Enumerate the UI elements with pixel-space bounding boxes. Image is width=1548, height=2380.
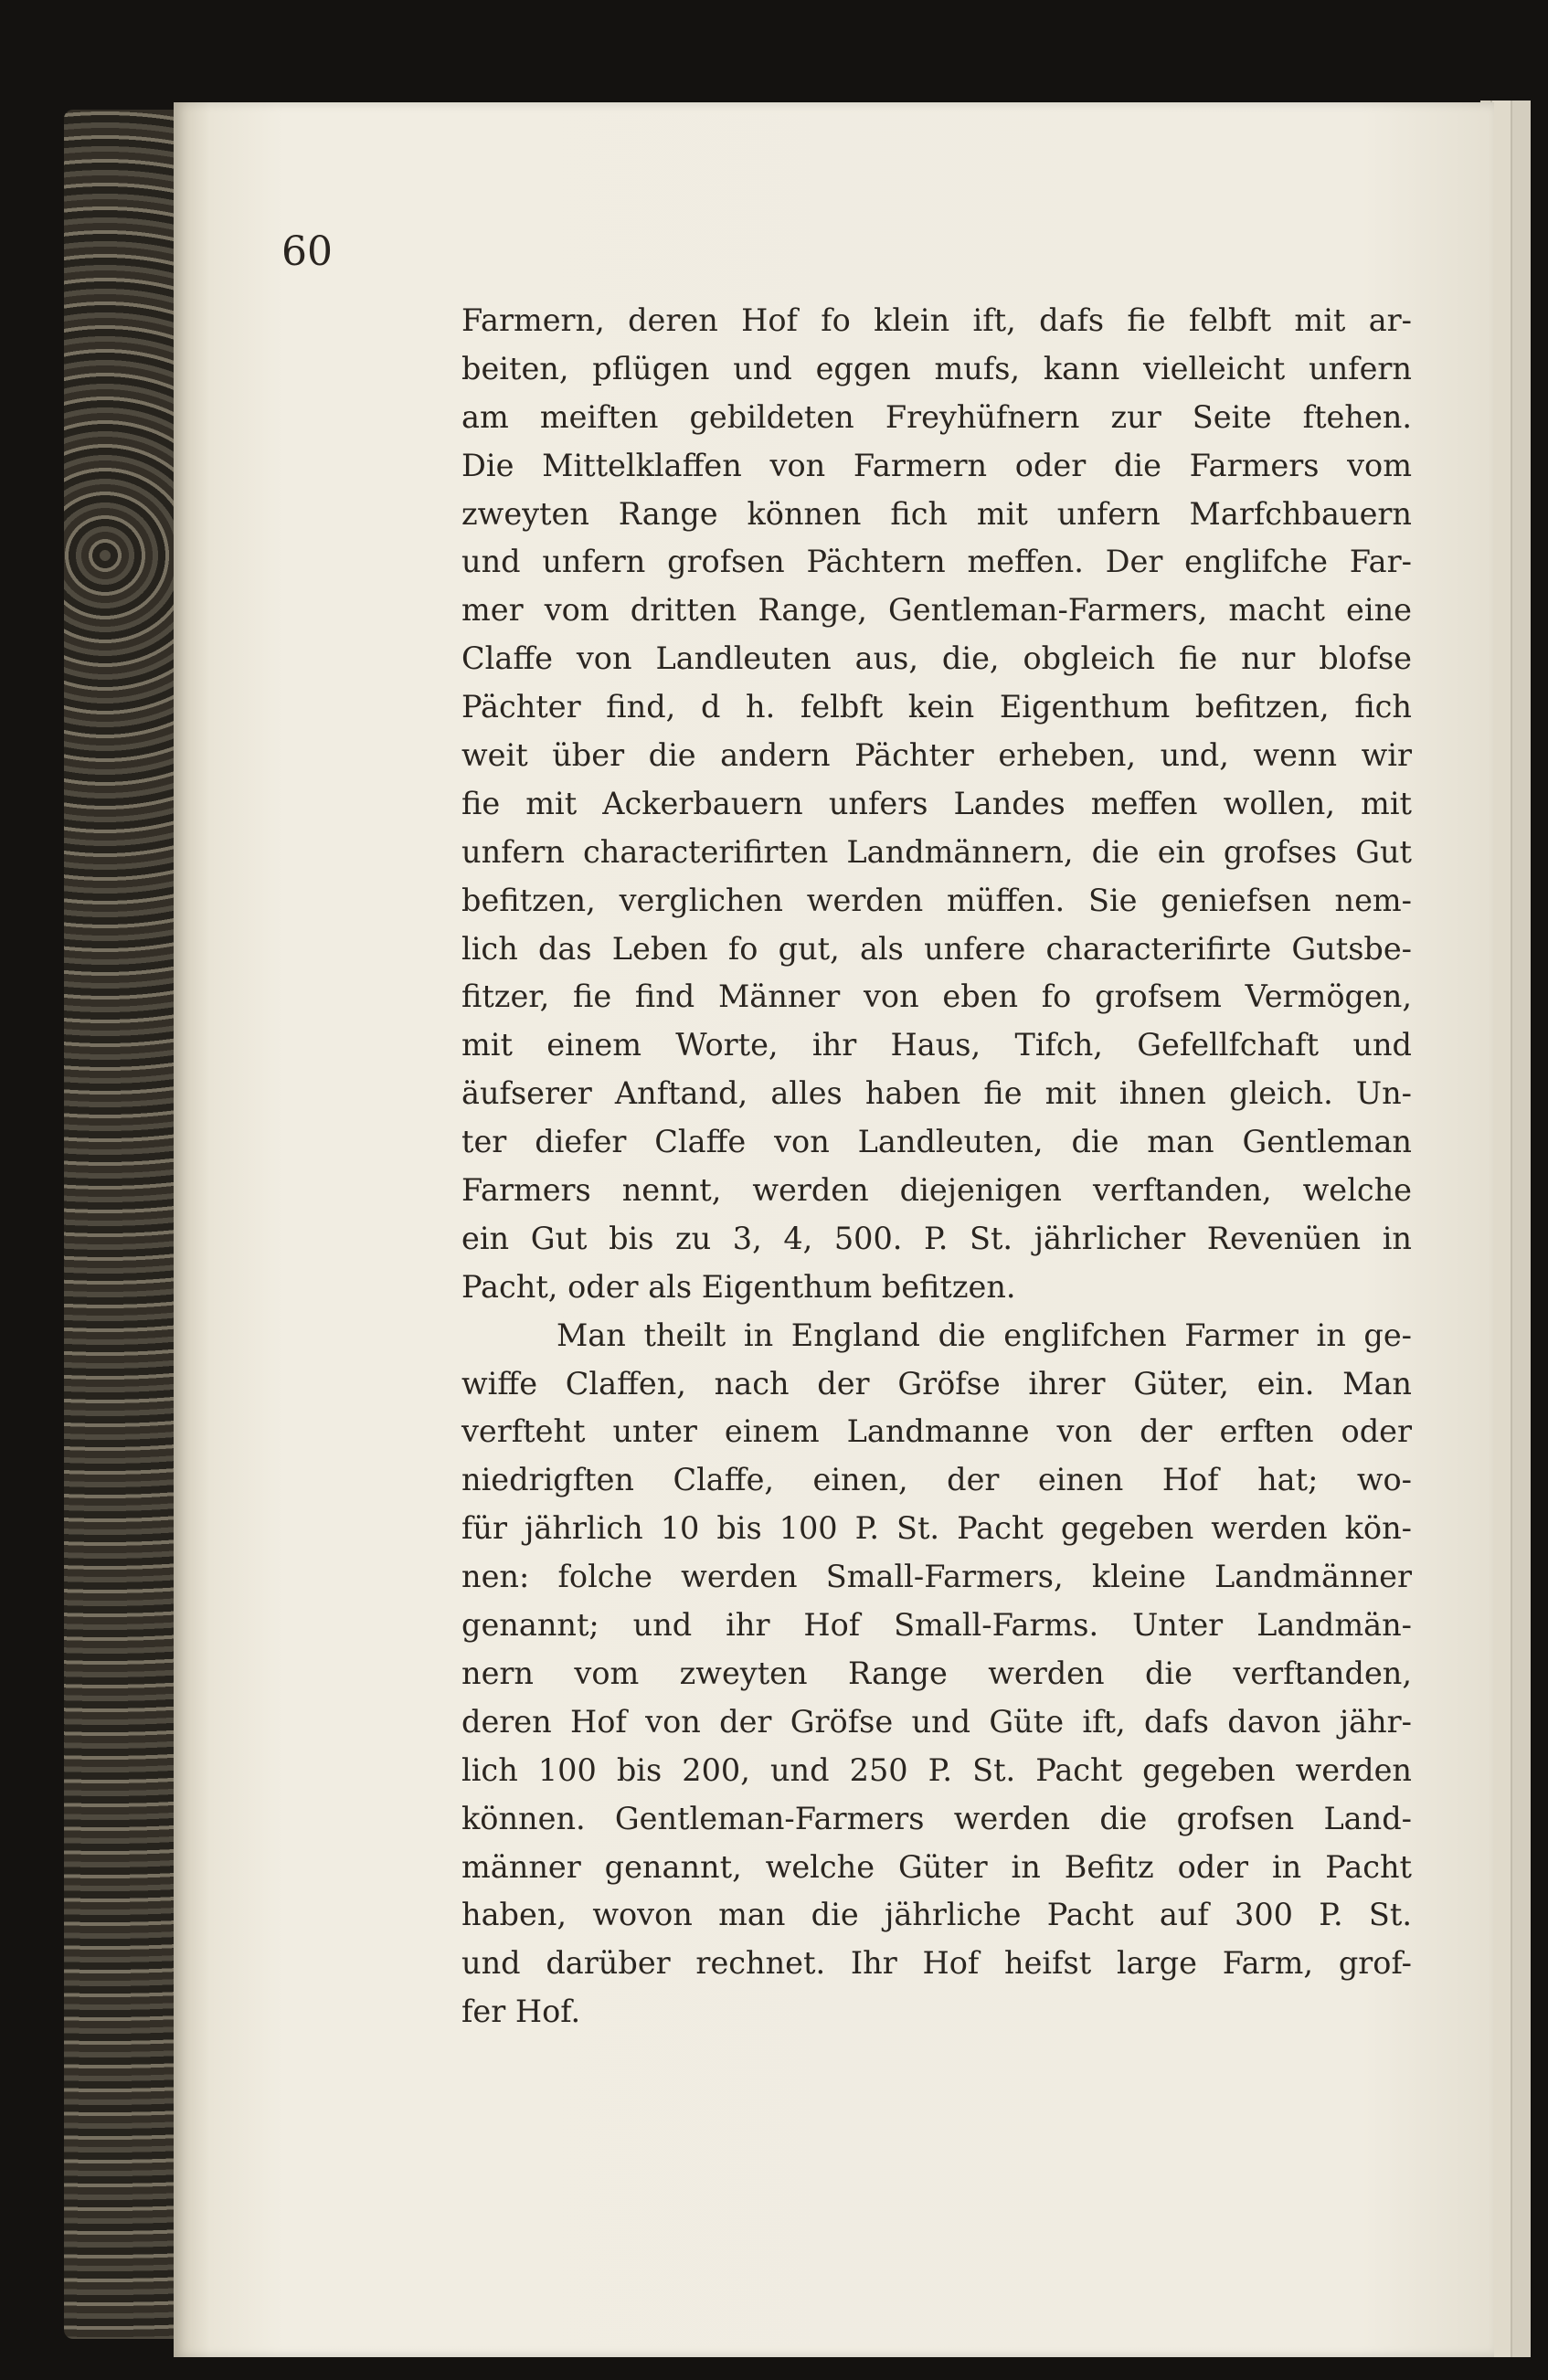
text-line: befitzen, verglichen werden müffen. Sie geniefsen nem- xyxy=(461,882,1412,918)
text-line: Man theilt in England die englifchen Farmer in ge- xyxy=(557,1317,1412,1353)
text-line: Claffe von Landleuten aus, die, obgleich fie nur blofse xyxy=(461,640,1412,677)
text-line: genannt; und ihr Hof Small-Farms. Unter Landmän- xyxy=(461,1607,1412,1644)
text-line: ter diefer Claffe von Landleuten, die man Gentleman xyxy=(461,1124,1412,1160)
text-line: Die Mittelklaffen von Farmern oder die Farmers vom xyxy=(461,447,1412,483)
text-line: für jährlich 10 bis 100 P. St. Pacht gegeben werden kön- xyxy=(461,1510,1412,1547)
text-line: lich 100 bis 200, und 250 P. St. Pacht gegeben werden xyxy=(461,1751,1412,1788)
text-line: nen: folche werden Small-Farmers, kleine Landmänner xyxy=(461,1559,1412,1595)
paragraph-2 xyxy=(461,1312,1412,2036)
text-line: und unfern grofsen Pächtern meffen. Der englifche Far- xyxy=(461,544,1412,580)
text-line: Farmern, deren Hof fo klein ift, dafs fie felbft mit ar- xyxy=(461,302,1412,338)
text-line: wiffe Claffen, nach der Gröfse ihrer Güter, ein. Man xyxy=(461,1365,1412,1402)
text-line: niedrigften Claffe, einen, der einen Hof hat; wo- xyxy=(461,1462,1412,1498)
text-line: fitzer, fie find Männer von eben fo grofsem Vermögen, xyxy=(461,978,1412,1015)
text-line: haben, wovon man die jährliche Pacht auf 300 P. St. xyxy=(461,1897,1412,1933)
text-line: nern vom zweyten Range werden die verftanden, xyxy=(461,1655,1412,1691)
text-line: ein Gut bis zu 3, 4, 500. P. St. jährlicher Revenüen in xyxy=(461,1220,1412,1256)
text-line: verfteht unter einem Landmanne von der erften oder xyxy=(461,1413,1412,1450)
text-line: fer Hof. xyxy=(461,1994,581,2030)
text-line: können. Gentleman-Farmers werden die grofsen Land- xyxy=(461,1800,1412,1836)
text-line: mit einem Worte, ihr Haus, Tifch, Gefellfchaft und xyxy=(461,1027,1412,1063)
text-line: beiten, pflügen und eggen mufs, kann vielleicht unfern xyxy=(461,350,1412,386)
text-line: weit über die andern Pächter erheben, und, wenn wir xyxy=(461,737,1412,774)
text-line: lich das Leben fo gut, als unfere characterifirte Gutsbe- xyxy=(461,930,1412,967)
text-line: unfern characterifirten Landmännern, die ein grofses Gut xyxy=(461,833,1412,870)
text-line: am meiften gebildeten Freyhüfnern zur Seite ftehen. xyxy=(461,398,1412,435)
text-line: Pacht, oder als Eigenthum befitzen. xyxy=(461,1268,1016,1305)
text-line: äufserer Anftand, alles haben fie mit ihnen gleich. Un- xyxy=(461,1075,1412,1112)
text-line: Pächter find, d h. felbft kein Eigenthum befitzen, fich xyxy=(461,689,1412,725)
text-line: fie mit Ackerbauern unfers Landes meffen wollen, mit xyxy=(461,785,1412,821)
text-line: männer genannt, welche Güter in Befitz oder in Pacht xyxy=(461,1848,1412,1885)
text-line: zweyten Range können fich mit unfern Marfchbauern xyxy=(461,495,1412,532)
page-number: 60 xyxy=(281,228,333,275)
text-line: deren Hof von der Gröfse und Güte ift, dafs davon jähr- xyxy=(461,1703,1412,1740)
text-body xyxy=(461,297,1412,2036)
text-line: mer vom dritten Range, Gentleman-Farmers, macht eine xyxy=(461,592,1412,629)
text-line: Farmers nennt, werden diejenigen verftanden, welche xyxy=(461,1172,1412,1209)
paragraph-1 xyxy=(461,297,1412,1312)
text-line: und darüber rechnet. Ihr Hof heifst large Farm, grof- xyxy=(461,1945,1412,1982)
